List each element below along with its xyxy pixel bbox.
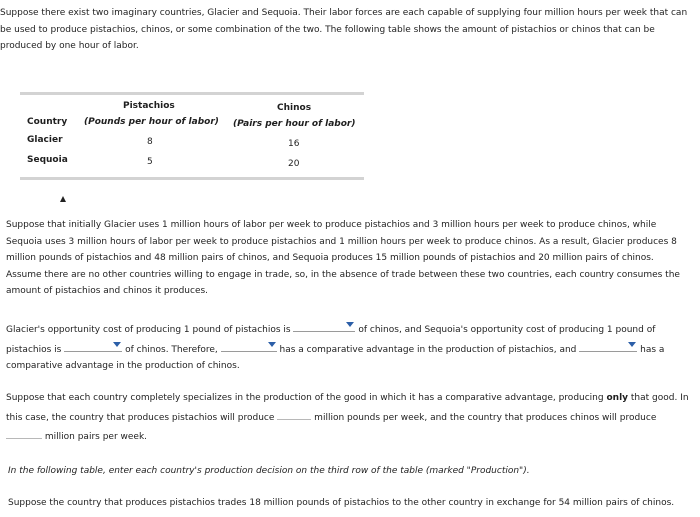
row-sequoia-country: Sequoia [27,155,68,165]
opp-cost-text-1: Glacier's opportunity cost of producing 1 pound of pistachios is [6,325,291,335]
specialize-text-3: million pounds per week, and the country that produces chinos will produce [314,412,657,423]
row-glacier-chinos: 16 [288,139,300,149]
chevron-down-icon [268,342,276,347]
row-glacier-country: Glacier [27,135,63,145]
table-top-rule [20,92,364,95]
row-sequoia-pistachios: 5 [147,157,153,167]
specialize-emphasis: only [606,393,629,403]
row-sequoia-chinos: 20 [288,159,300,169]
mouse-cursor-icon [60,196,66,202]
intro-paragraph: Suppose there exist two imaginary countries, Glacier and Sequoia. Their labor forces are each capable of supplying four million hours per week that can be used to produce pistachios, chinos, or some combination of the two. The following table shows the amount of pistachios or chinos that can be produced by one hour of labor. [0,8,688,51]
chevron-down-icon [628,342,636,347]
chevron-down-icon [113,342,121,347]
trade-paragraph: Suppose the country that produces pistachios trades 18 million pounds of pistachios to the other country in exchange for 54 million pairs of chinos. [8,498,675,508]
specialize-text-4: million pairs per week. [44,432,148,442]
opp-cost-text-3: of chinos. Therefore, [125,344,218,355]
header-country: Country [27,117,68,127]
glacier-opp-cost-dropdown[interactable] [293,319,355,332]
production-table-instruction: In the following table, enter each country's production decision on the third row of the table (marked "Production"). [8,466,530,476]
header-pistachios: Pistachios [123,101,175,111]
labor-productivity-table [20,92,364,182]
opp-cost-text-5: has a comparative advantage in the production of chinos. [6,344,665,371]
opp-cost-text-4: has a comparative advantage in the production of pistachios, and [279,344,577,355]
scenario-paragraph: Suppose that initially Glacier uses 1 million hours of labor per week to produce pistachios and 3 million hours per week to produce chinos, while Sequoia uses 3 million hours of labor per week to produce pistachios and 1 million hours per week to produce chinos. As a result, Glacier produces 8 million pounds of pistachios and 48 million pairs of chinos, and Sequoia produces 15 million pounds of pistachios and 20 million pairs of chinos. Assume there are no other countries willing to engage in trade, so, in the absence of trade between these two countries, each country consumes the amount of pistachios and chinos it produces. [6,220,680,296]
chevron-down-icon [346,322,354,327]
header-chinos: Chinos [277,103,312,113]
pistachio-advantage-country-dropdown[interactable] [221,339,277,352]
specialization-paragraph [6,390,692,446]
pistachio-output-input[interactable] [277,407,311,420]
chino-output-input[interactable] [6,426,42,439]
header-chinos-unit: (Pairs per hour of labor) [233,119,356,129]
row-glacier-pistachios: 8 [147,137,153,147]
sequoia-opp-cost-dropdown[interactable] [64,339,122,352]
chino-advantage-country-dropdown[interactable] [579,339,637,352]
opp-cost-text-2: of chinos, and Sequoia's opportunity cost of producing 1 pound of pistachios is [6,325,656,355]
table-bottom-rule [20,177,364,180]
specialize-text-1: Suppose that each country completely specializes in the production of the good in which it has a comparative advantage, producing [6,393,604,403]
opportunity-cost-paragraph [6,319,692,375]
specialize-text-2: that good. In this case, the country that produces pistachios will produce [6,393,689,423]
header-pistachios-unit: (Pounds per hour of labor) [84,117,219,127]
